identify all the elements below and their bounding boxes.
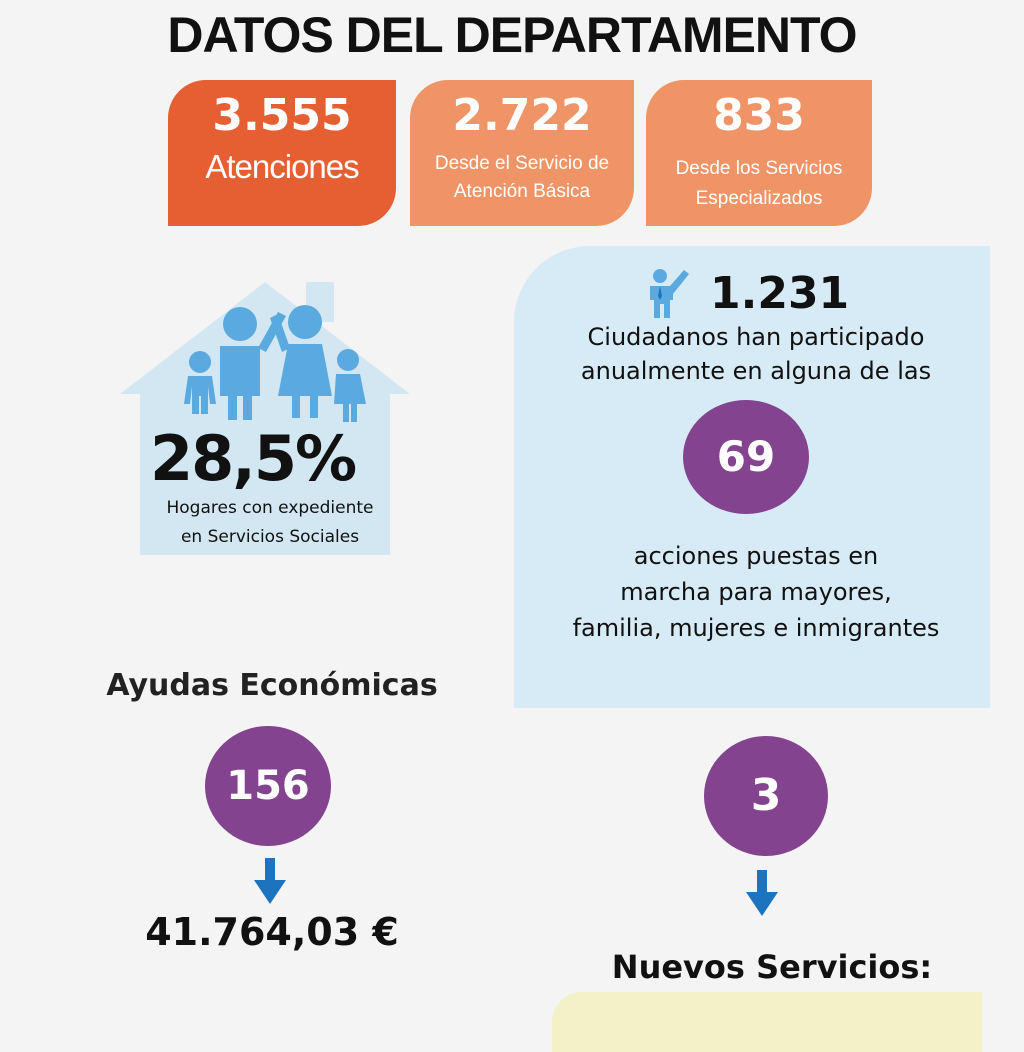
stat-value: 2.722 xyxy=(452,90,592,141)
households-label-line: en Servicios Sociales xyxy=(180,527,360,547)
aid-count-badge: 156 xyxy=(205,726,331,846)
stat-card-atencion-basica xyxy=(410,80,634,226)
actions-text-line: marcha para mayores, xyxy=(620,578,892,606)
households-percent: 28,5% xyxy=(150,422,356,495)
participation-text xyxy=(528,320,984,388)
arrow-down-icon xyxy=(254,858,286,904)
actions-text-line: familia, mujeres e inmigrantes xyxy=(572,614,940,642)
stat-card-especializados xyxy=(646,80,872,226)
stat-label-line: Especializados xyxy=(695,188,823,209)
arrow-down-icon xyxy=(746,870,778,916)
aid-amount: 41.764,03 € xyxy=(145,910,399,954)
aid-heading: Ayudas Económicas xyxy=(106,668,438,703)
stat-card-atenciones xyxy=(168,80,396,226)
actions-text xyxy=(528,538,984,646)
stat-label-line: Atención Básica xyxy=(453,181,591,202)
households-label-line: Hogares con expediente xyxy=(166,498,374,518)
page-title: DATOS DEL DEPARTAMENTO xyxy=(167,7,857,63)
stat-label-line: Desde los Servicios xyxy=(675,158,843,179)
stat-label-line: Desde el Servicio de xyxy=(434,153,610,174)
participation-text-line: anualmente en alguna de las xyxy=(580,357,932,385)
stat-label xyxy=(646,154,872,214)
participation-text-line: Ciudadanos han participado xyxy=(587,323,925,351)
households-label xyxy=(140,494,400,552)
stat-label xyxy=(410,150,634,206)
services-count-badge: 3 xyxy=(704,736,828,856)
actions-text-line: acciones puestas en xyxy=(633,542,879,570)
stat-value: 833 xyxy=(713,90,805,141)
stat-label: Atenciones xyxy=(205,148,359,185)
services-panel xyxy=(552,992,982,1052)
person-raising-hand-icon xyxy=(642,268,690,318)
services-heading: Nuevos Servicios: xyxy=(611,948,933,986)
actions-count-badge: 69 xyxy=(683,400,809,514)
participants-count: 1.231 xyxy=(710,268,850,319)
stat-value: 3.555 xyxy=(212,90,352,141)
